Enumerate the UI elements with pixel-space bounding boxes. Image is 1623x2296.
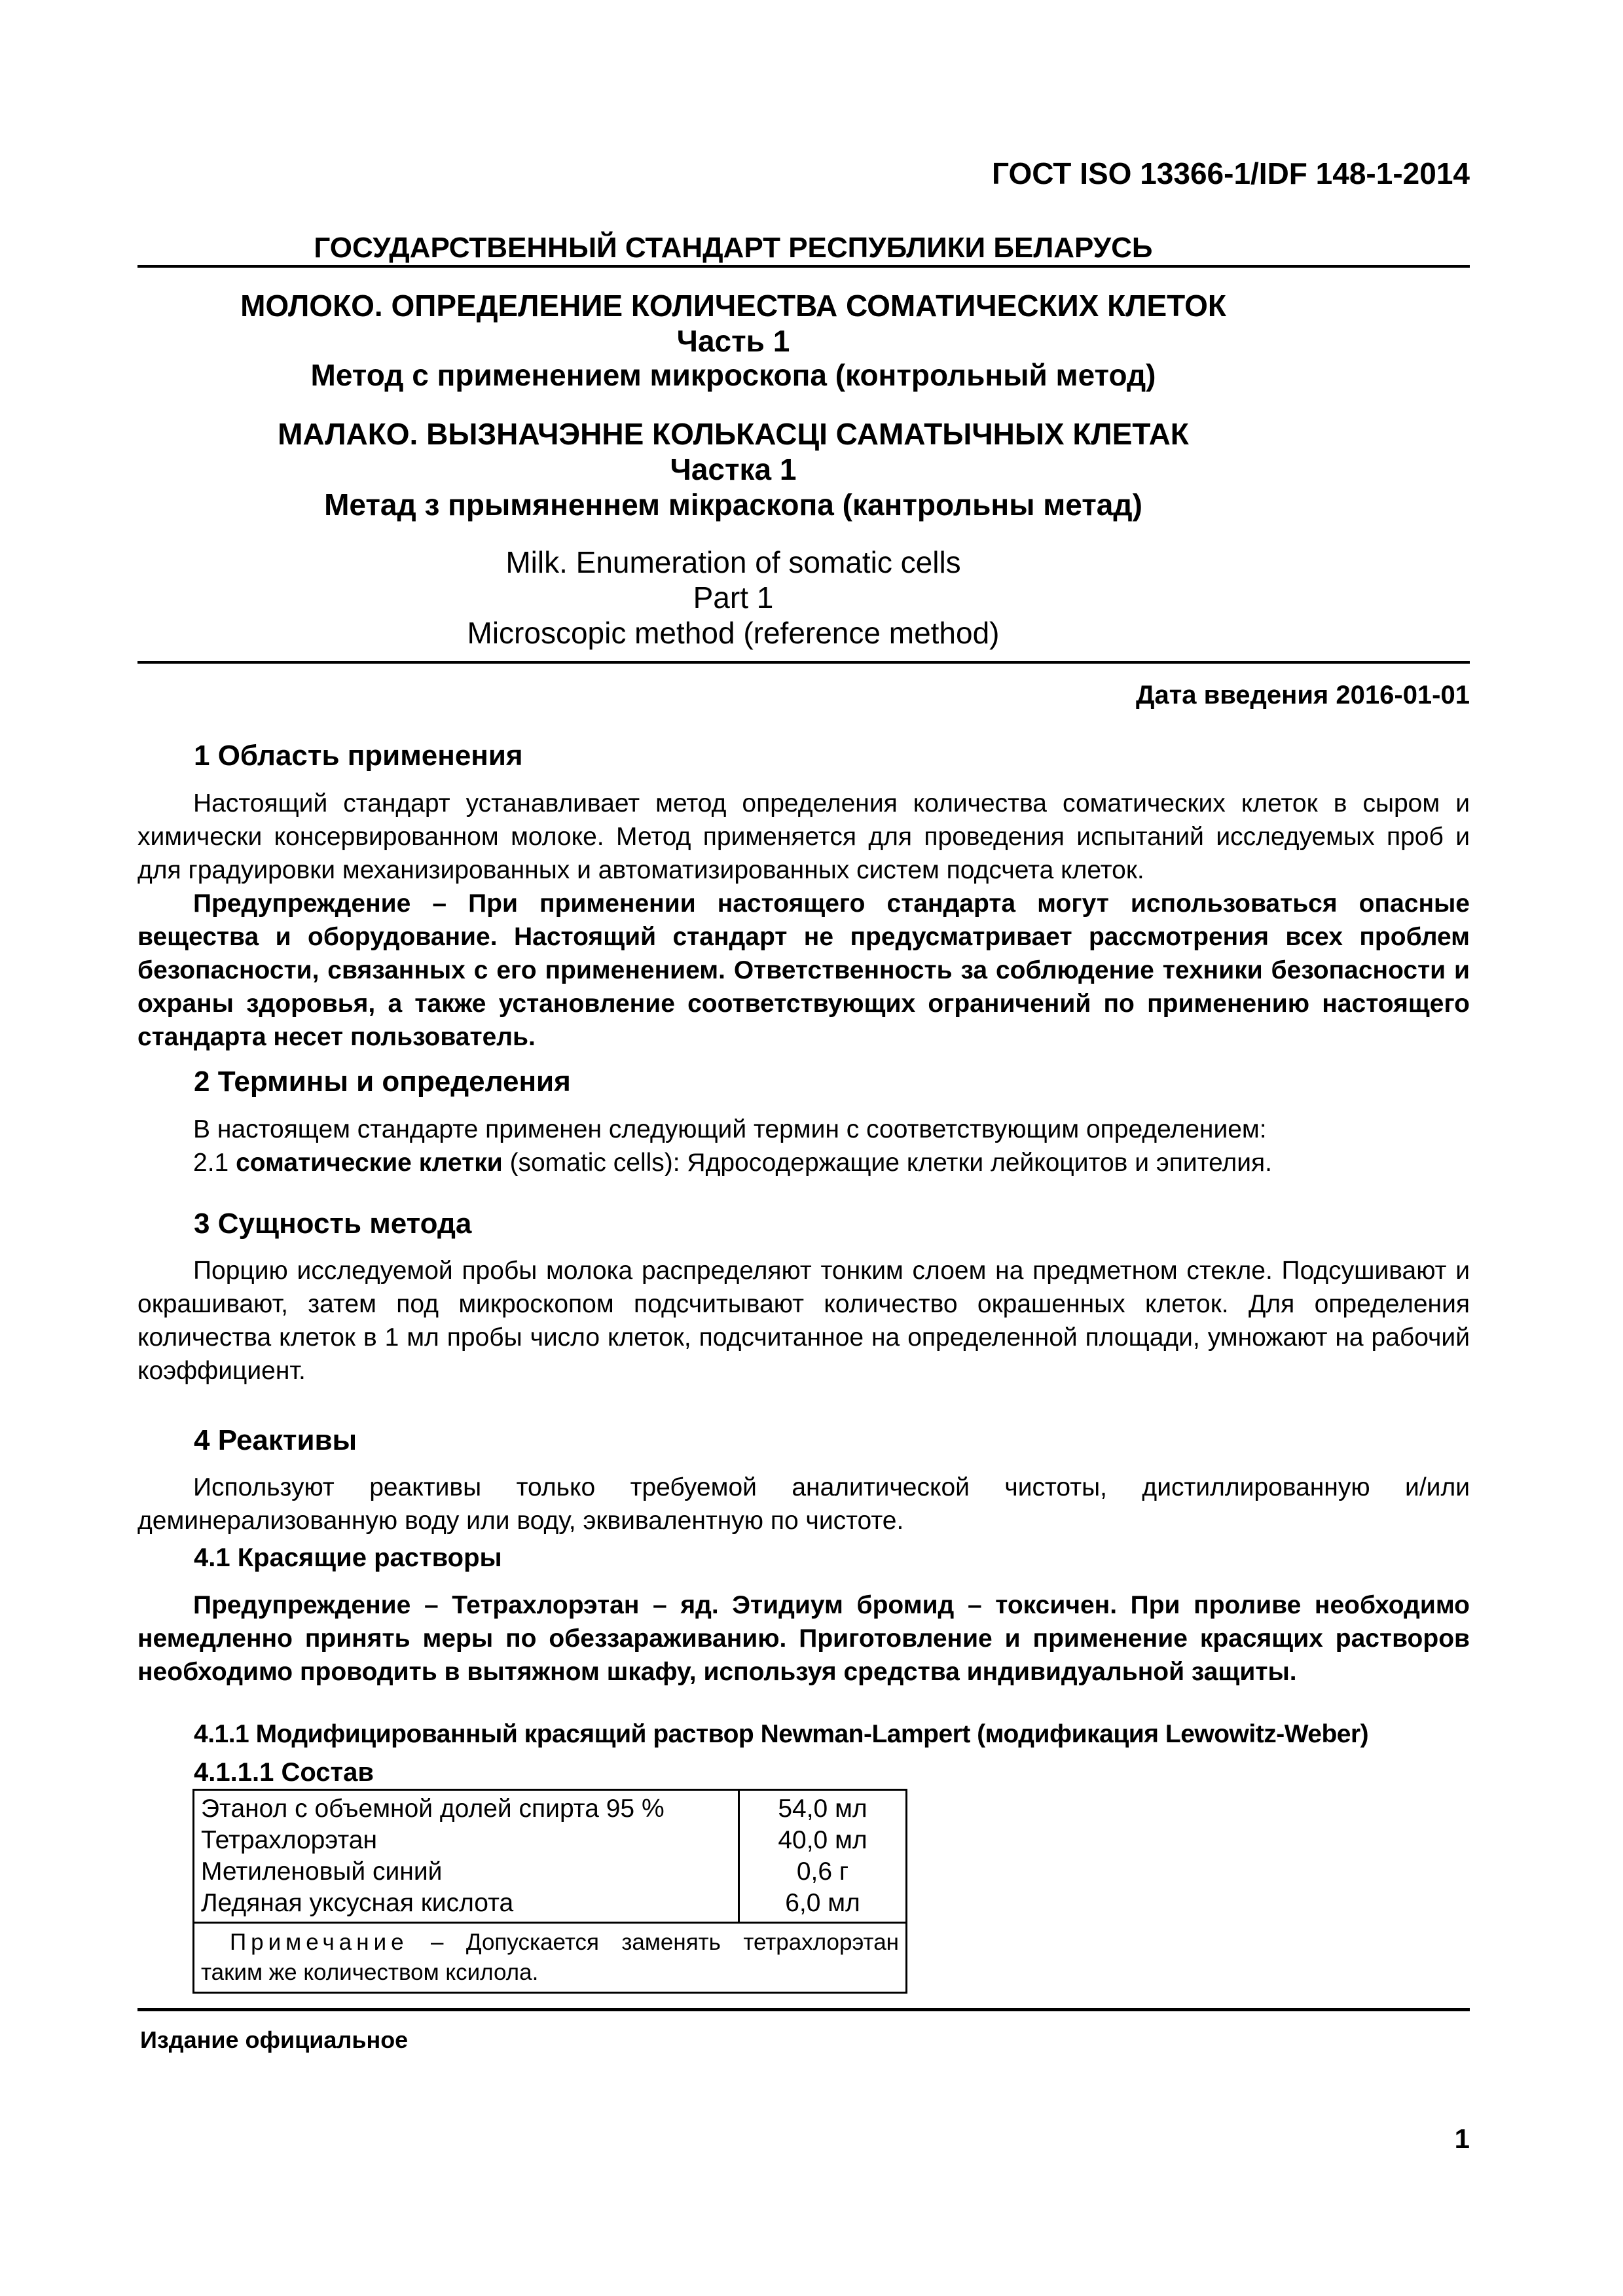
composition-note-row (194, 1923, 907, 1993)
title-by-line1: МАЛАКО. ВЫЗНАЧЭННЕ КОЛЬКАСЦІ САМАТЫЧНЫХ КЛЕТАК (278, 417, 1189, 451)
section-1-heading: 1 Область применения (194, 740, 523, 772)
term-text: (somatic cells): Ядросодержащие клетки лейкоцитов и эпителия. (509, 1149, 1272, 1177)
title-ru-line1: МОЛОКО. ОПРЕДЕЛЕНИЕ КОЛИЧЕСТВА СОМАТИЧЕСКИХ КЛЕТОК (240, 289, 1226, 323)
section-3-heading: 3 Сущность метода (194, 1208, 472, 1240)
ingredient-amount: 6,0 мл (785, 1889, 860, 1917)
title-rule-bottom (137, 661, 1470, 664)
section-3-paragraph: Порцию исследуемой пробы молока распределяют тонким слоем на предметном стекле. Подсушивают и окрашивают, затем под микроскопом подсчитывают количество окрашенных клеток. Для определения количества клеток в 1 мл пробы число клеток, подсчитанное на определенной площади, умножают на рабочий коэффициент. (137, 1257, 1470, 1385)
term-name: соматические клетки (236, 1149, 503, 1177)
title-by-line2: Частка 1 (670, 452, 797, 486)
section-4-paragraph: Используют реактивы только требуемой аналитической чистоты, дистиллированную и/или деминерализованную воду или воду, эквивалентную по чистоте. (137, 1473, 1470, 1535)
title-en-line1: Milk. Enumeration of somatic cells (505, 545, 961, 579)
note-label: Примечание (230, 1929, 409, 1955)
official-edition-label: Издание официальное (140, 2026, 409, 2053)
title-en-line2: Part 1 (693, 581, 774, 615)
subsection-4-1-heading: 4.1 Красящие растворы (194, 1543, 502, 1572)
title-by-line3: Метад з прымяненнем мікраскопа (кантрольны метад) (324, 488, 1142, 522)
title-en-line3: Microscopic method (reference method) (467, 616, 1000, 650)
state-standard-title: ГОСУДАРСТВЕННЫЙ СТАНДАРТ РЕСПУБЛИКИ БЕЛАРУСЬ (314, 232, 1153, 264)
document-code: ГОСТ ISO 13366-1/IDF 148-1-2014 (991, 156, 1470, 190)
ingredient-name: Ледяная уксусная кислота (201, 1889, 514, 1917)
note-text: – Допускается заменять тетрахлорэтан таким же количеством ксилола. (201, 1929, 899, 1985)
term-definition (137, 1146, 1470, 1179)
composition-note (194, 1923, 907, 1993)
section-4-warning: Предупреждение – Тетрахлорэтан – яд. Этидиум бромид – токсичен. При проливе необходимо немедленно принять меры по обеззараживанию. Приготовление и применение красящих растворов необходимо проводить в вытяжном шкафу, используя средства индивидуальной защиты. (137, 1591, 1470, 1686)
ingredient-amount: 0,6 г (796, 1857, 849, 1886)
section-4-heading: 4 Реактивы (194, 1424, 357, 1456)
ingredient-amounts-cell (739, 1790, 907, 1923)
ingredient-name: Метиленовый синий (201, 1857, 443, 1886)
title-rule-top (137, 265, 1470, 268)
subsection-4-1-1-heading: 4.1.1 Модифицированный красящий раствор Newman-Lampert (модификация Lewowitz-Weber) (194, 1720, 1369, 1748)
composition-table (192, 1789, 907, 1994)
section-1-paragraph: Настоящий стандарт устанавливает метод определения количества соматических клеток в сыром и химически консервированном молоке. Метод применяется для проведения испытаний исследуемых проб и для градуировки механизированных и автоматизированных систем подсчета клеток. (137, 789, 1470, 884)
ingredient-name: Этанол с объемной долей спирта 95 % (201, 1795, 665, 1823)
page-number: 1 (1454, 2123, 1470, 2154)
ingredient-amount: 40,0 мл (778, 1826, 867, 1854)
introduction-date: Дата введения 2016-01-01 (1135, 681, 1470, 709)
subsection-4-1-1-1-heading: 4.1.1.1 Состав (194, 1758, 374, 1787)
footer-rule (137, 2008, 1470, 2011)
ingredient-name: Тетрахлорэтан (201, 1826, 378, 1854)
section-2-paragraph: В настоящем стандарте применен следующий термин с соответствующим определением: (193, 1115, 1267, 1143)
ingredient-amount: 54,0 мл (778, 1795, 867, 1823)
term-number: 2.1 (193, 1149, 229, 1177)
title-ru-line2: Часть 1 (676, 324, 790, 358)
section-1-warning: Предупреждение – При применении настоящего стандарта могут использоваться опасные вещества и оборудование. Настоящий стандарт не предусматривает рассмотрения всех проблем безопасности, связанных с его применением. Ответственность за соблюдение техники безопасности и охраны здоровья, а также установление соответствующих ограничений по применению настоящего стандарта несет пользователь. (137, 889, 1470, 1051)
ingredient-names-cell (194, 1790, 739, 1923)
title-ru-line3: Метод с применением микроскопа (контрольный метод) (310, 358, 1156, 392)
section-2-heading: 2 Термины и определения (194, 1066, 571, 1098)
composition-rows (194, 1790, 907, 1923)
